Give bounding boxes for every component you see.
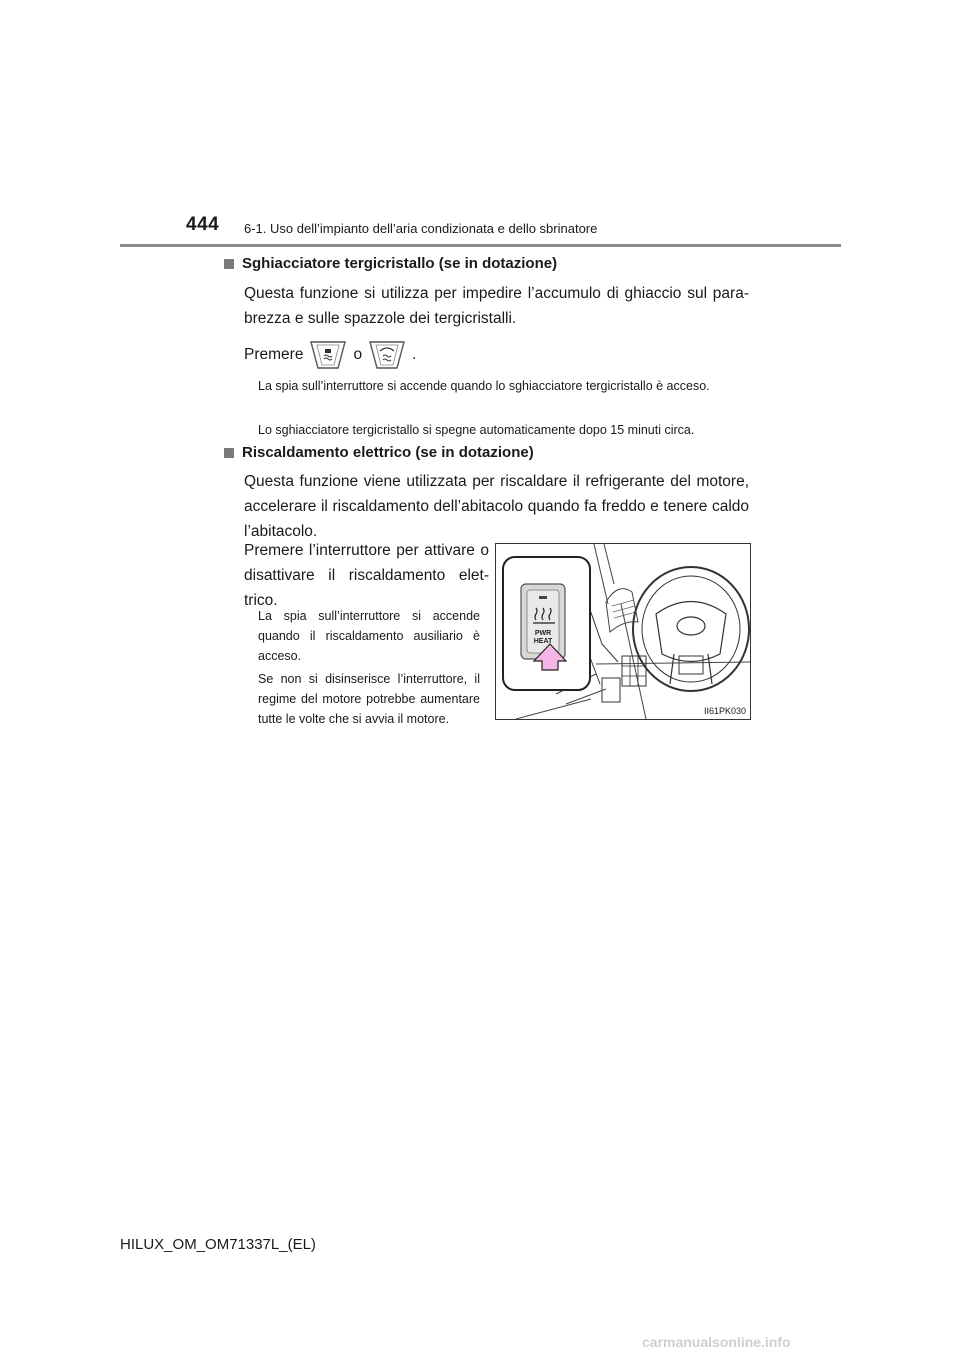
pwr-heat-figure — [495, 543, 751, 720]
electric-heater-heading — [224, 444, 534, 461]
switch-label-heat: HEAT — [533, 638, 553, 645]
electric-heater-description: Questa funzione viene utilizzata per riscaldare il refrigerante del motore, accelerare il riscaldamento dell’abitacolo quando fa freddo e tenere caldo l’abitacolo. — [244, 473, 749, 540]
section-header: 6-1. Uso dell’impianto dell’aria condizionata e dello sbrinatore — [244, 221, 598, 236]
wiper-deicer-heading-text: Sghiacciatore tergicristallo (se in dotazione) — [242, 255, 558, 272]
header-rule — [120, 244, 841, 247]
watermark: carmanualsonline.info — [642, 1334, 791, 1350]
wiper-deicer-note-2: Lo sghiacciatore tergicristallo si spegne automaticamente dopo 15 minuti circa. — [258, 423, 695, 437]
windshield-deicer-icon-a — [309, 339, 347, 371]
or-label: o — [353, 346, 363, 363]
windshield-deicer-icon-b — [368, 339, 406, 371]
switch-label-pwr: PWR — [534, 630, 552, 637]
wiper-deicer-note-1: La spia sull’interruttore si accende quando lo sghiacciatore tergicristallo è acceso. — [258, 379, 710, 393]
wiper-deicer-press-row — [244, 338, 416, 372]
electric-heater-note-2: Se non si disinserisce l’interruttore, il regime del motore potrebbe aumentare tutte le volte che si avvia il motore. — [258, 672, 480, 726]
figure-code: II61PK030 — [703, 706, 746, 716]
press-label: Premere — [244, 346, 304, 363]
page-number: 444 — [186, 214, 220, 235]
electric-heater-note-1: La spia sull’interruttore si accende quando il riscaldamento ausiliario è acceso. — [258, 609, 480, 663]
wiper-deicer-description: Questa funzione si utilizza per impedire l’accumulo di ghiaccio sul para-brezza e sulle spazzole dei tergicristalli. — [244, 285, 749, 327]
press-end-punct: . — [412, 346, 417, 363]
electric-heater-heading-text: Riscaldamento elettrico (se in dotazione) — [242, 444, 534, 461]
dashboard-illustration — [496, 544, 750, 719]
square-bullet-icon — [224, 259, 234, 269]
footer-doc-code: HILUX_OM_OM71337L_(EL) — [120, 1236, 316, 1253]
electric-heater-instruction: Premere l’interruttore per attivare o disattivare il riscaldamento elet-trico. — [244, 542, 489, 609]
square-bullet-icon — [224, 448, 234, 458]
wiper-deicer-heading — [224, 255, 557, 272]
